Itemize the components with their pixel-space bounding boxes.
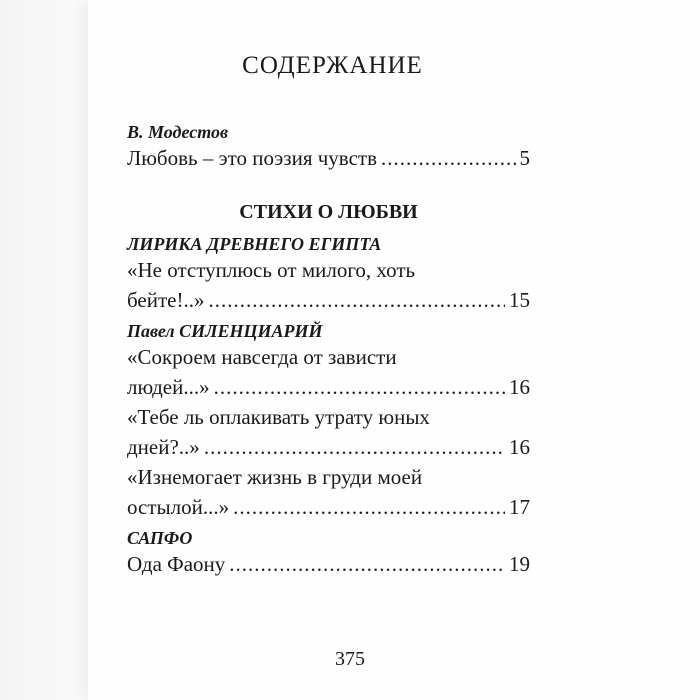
entry-page-number: 17 [509, 495, 530, 519]
section-heading: СТИХИ О ЛЮБВИ [239, 201, 418, 223]
toc-entry [127, 492, 530, 522]
toc-entry-line1: «Сокроем навсегда от зависти [127, 345, 397, 369]
author-heading: ЛИРИКА ДРЕВНЕГО ЕГИПТА [127, 234, 382, 254]
toc-entry-line1: «Тебе ль оплакивать утрату юных [127, 405, 430, 429]
entry-page-number: 19 [509, 552, 530, 576]
dot-leader [204, 432, 505, 462]
table-of-contents [127, 52, 530, 579]
dot-leader [208, 285, 505, 315]
dot-leader [229, 549, 505, 579]
dot-leader [233, 492, 505, 522]
intro-author: В. Модестов [127, 122, 228, 142]
toc-entry [127, 143, 530, 173]
entry-text: остылой...» [127, 495, 230, 519]
entry-text: людей...» [127, 375, 210, 399]
toc-entry-line1: «Не отступлюсь от милого, хоть [127, 258, 416, 282]
entry-page-number: 16 [509, 435, 530, 459]
entry-page-number: 15 [509, 288, 530, 312]
dot-leader [381, 143, 516, 173]
entry-page-number: 5 [519, 146, 530, 170]
toc-title: СОДЕРЖАНИЕ [242, 52, 423, 79]
entry-page-number: 16 [509, 375, 530, 399]
toc-entry-line1: «Изнемогает жизнь в груди моей [127, 465, 423, 489]
author-heading: САПФО [127, 528, 193, 548]
page-number: 375 [335, 648, 365, 670]
dot-leader [214, 372, 505, 402]
toc-entry [127, 285, 530, 315]
entry-text: Ода Фаону [127, 552, 226, 576]
author-heading: Павел СИЛЕНЦИАРИЙ [127, 321, 323, 341]
toc-entry [127, 549, 530, 579]
toc-entry [127, 372, 530, 402]
toc-entry [127, 432, 530, 462]
entry-text: дней?..» [127, 435, 200, 459]
entry-text: бейте!..» [127, 288, 205, 312]
entry-text: Любовь – это поэзия чувств [127, 146, 377, 170]
